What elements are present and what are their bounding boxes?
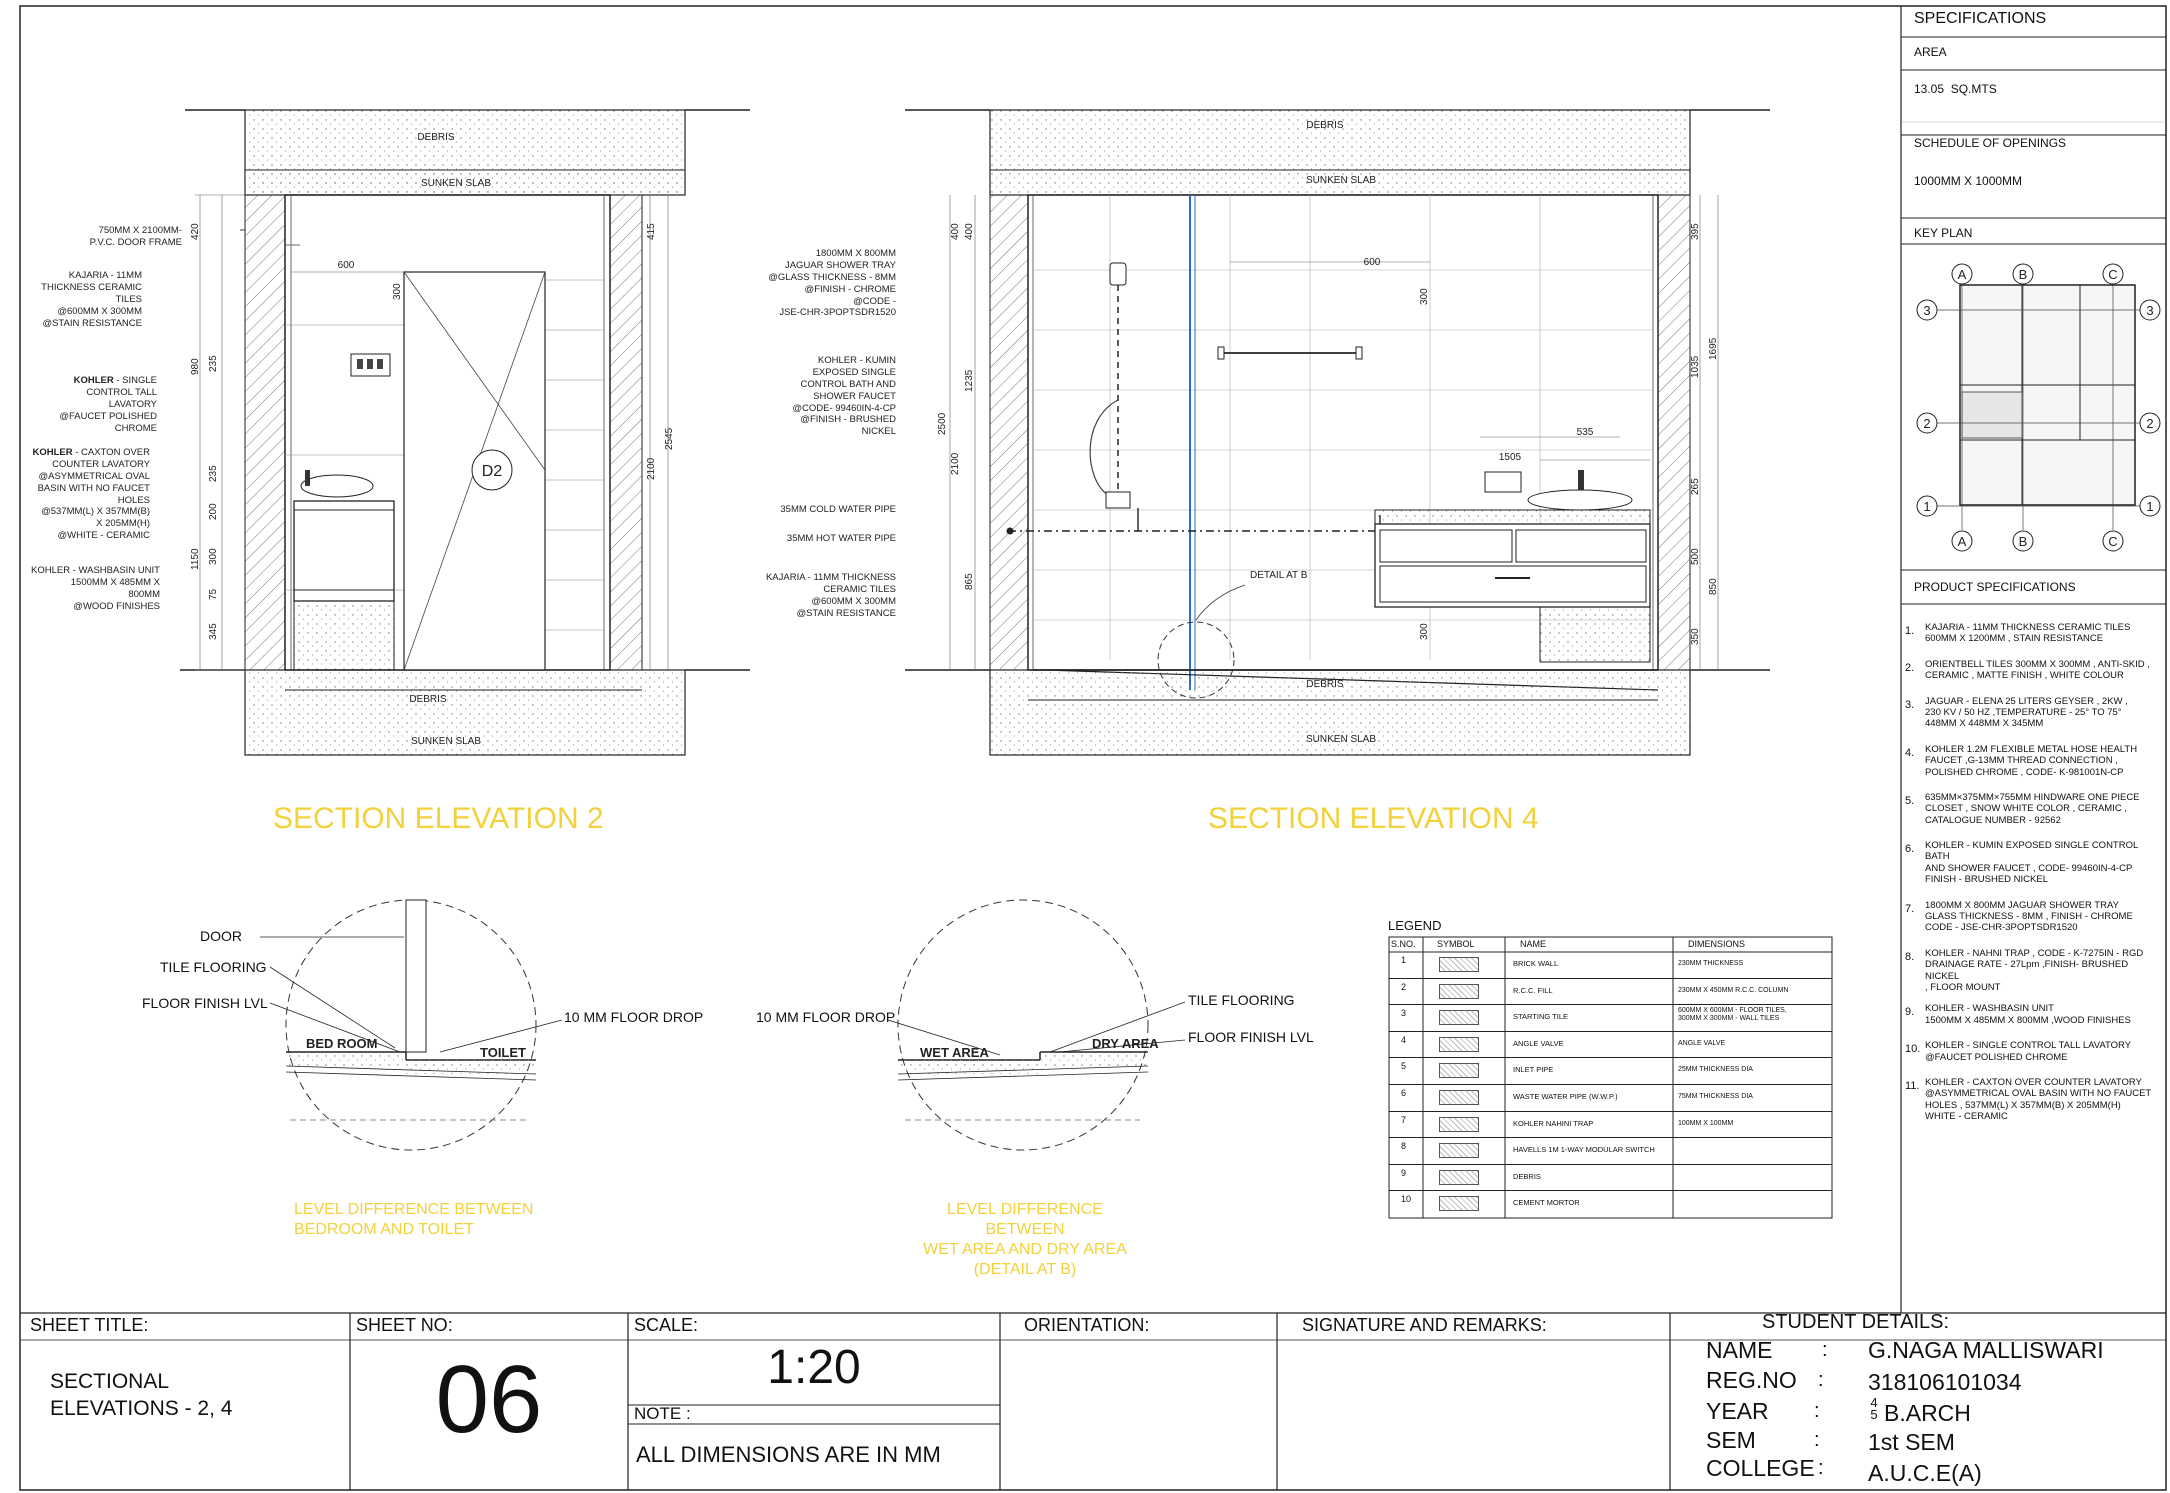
legend-sno: 8 — [1401, 1141, 1407, 1152]
e4-dim-400b: 400 — [964, 223, 975, 240]
product-spec-number: 9. — [1905, 1006, 1915, 1019]
product-spec-item — [1905, 840, 2163, 886]
student-college-key: COLLEGE — [1706, 1455, 1815, 1481]
specs-product-label: PRODUCT SPECIFICATIONS — [1914, 580, 2076, 594]
orientation-label: ORIENTATION: — [1024, 1315, 1150, 1335]
e2-tiles-label: KAJARIA - 11MM THICKNESS CERAMIC TILES @600MM X 300MM @STAIN RESISTANCE — [41, 270, 142, 329]
legend-dim: 25MM THICKNESS DIA — [1678, 1066, 1753, 1074]
signature-label: SIGNATURE AND REMARKS: — [1302, 1315, 1547, 1335]
product-spec-text: KOHLER 1.2M FLEXIBLE METAL HOSE HEALTH FAUCET ,G-13MM THREAD CONNECTION , POLISHED CHROME , CODE- K-981001N-CP — [1925, 743, 2138, 778]
specs-openings-label: SCHEDULE OF OPENINGS — [1914, 136, 2067, 150]
product-spec-text: KAJARIA - 11MM THICKNESS CERAMIC TILES 600MM X 1200MM , STAIN RESISTANCE — [1925, 622, 2131, 645]
e4-cold-pipe-label: 35MM COLD WATER PIPE — [780, 504, 896, 515]
legend-sno: 7 — [1401, 1114, 1407, 1125]
legend-row — [1389, 1191, 1832, 1218]
student-year-value: B.ARCH — [1884, 1400, 1971, 1426]
sheet-title-label: SHEET TITLE: — [30, 1315, 149, 1335]
grid-label-c-top: C — [2108, 267, 2118, 282]
product-spec-item — [1905, 792, 2163, 826]
e4-dim-600: 600 — [1363, 257, 1381, 268]
switch-icon — [1439, 1143, 1479, 1158]
legend-header-sno: S.NO. — [1391, 939, 1416, 949]
grid-label-c-bottom: C — [2108, 534, 2118, 549]
product-spec-item — [1905, 659, 2163, 682]
legend-header-symbol: SYMBOL — [1437, 939, 1475, 949]
legend-row — [1389, 1005, 1832, 1032]
grid-label-b-top: B — [2018, 267, 2028, 282]
e2-debris-top: DEBRIS — [417, 132, 455, 143]
e4-dim-1695: 1695 — [1708, 337, 1719, 360]
year-denominator: 5 — [1870, 1407, 1878, 1423]
product-spec-number: 11. — [1905, 1079, 1920, 1092]
legend-sno: 10 — [1401, 1194, 1412, 1205]
e4-sunken-top: SUNKEN SLAB — [1305, 175, 1377, 186]
legend-name: CEMENT MORTOR — [1513, 1198, 1580, 1208]
legend-row — [1389, 1112, 1832, 1139]
e4-dim-535: 535 — [1576, 427, 1594, 438]
starting-tile-icon — [1439, 1010, 1479, 1025]
e4-dim-395: 395 — [1690, 223, 1701, 240]
e4-dim-865: 865 — [964, 573, 975, 590]
product-spec-list — [1905, 622, 2163, 1137]
e2-basin-text: - CAXTON OVER COUNTER LAVATORY @ASYMMETRICAL OVAL BASIN WITH NO FAUCET HOLES @537MM(L) X 357MM(B) X 205MM(H) @WHITE - CERAMIC — [37, 447, 150, 542]
product-spec-number: 2. — [1905, 661, 1915, 674]
d2-room-right: DRY AREA — [1092, 1036, 1159, 1051]
specs-keyplan-label: KEY PLAN — [1914, 226, 1973, 240]
e2-dim-2100: 2100 — [646, 457, 657, 480]
student-year-key: YEAR — [1706, 1398, 1769, 1424]
product-spec-text: KOHLER - KUMIN EXPOSED SINGLE CONTROL BATH AND SHOWER FAUCET , CODE- 99460IN-4-CP FINISH - BRUSHED NICKEL — [1925, 840, 2138, 886]
waste-pipe-icon — [1439, 1090, 1479, 1105]
product-spec-text: KOHLER - SINGLE CONTROL TALL LAVATORY @FAUCET POLISHED CHROME — [1925, 1040, 2132, 1063]
e2-dim-420: 420 — [190, 223, 201, 240]
e2-basin-label — [20, 447, 150, 542]
e4-dim-265: 265 — [1690, 478, 1701, 495]
student-sem-value: 1st SEM — [1868, 1429, 1955, 1455]
d2-floor-finish-label: FLOOR FINISH LVL — [1188, 1029, 1314, 1045]
legend-dim: 600MM X 600MM - FLOOR TILES, 300MM X 300MM - WALL TILES — [1678, 1007, 1787, 1023]
product-spec-text: KOHLER - NAHNI TRAP , CODE - K-7275IN - RGD DRAINAGE RATE - 27Lpm ,FINISH- BRUSHED NICKEL , FLOOR MOUNT — [1925, 947, 2144, 993]
legend-header-name: NAME — [1520, 939, 1547, 949]
legend-rows — [1389, 952, 1832, 1218]
e2-debris-bottom: DEBRIS — [409, 694, 447, 705]
sheet-title: SECTIONAL ELEVATIONS - 2, 4 — [50, 1370, 233, 1421]
grid-label-b-bottom: B — [2018, 534, 2028, 549]
e2-dim-300: 300 — [392, 283, 403, 300]
e4-dim-400a: 400 — [950, 223, 961, 240]
student-reg-colon: : — [1818, 1369, 1824, 1391]
sheet-no-label: SHEET NO: — [356, 1315, 453, 1335]
product-spec-number: 5. — [1905, 794, 1915, 807]
e2-door-tag: D2 — [481, 463, 503, 480]
product-spec-number: 6. — [1905, 843, 1915, 856]
e2-sunken-bottom: SUNKEN SLAB — [410, 736, 482, 747]
e4-dim-300b: 300 — [1419, 623, 1430, 640]
key-plan — [1901, 37, 2166, 604]
e2-washbasin-label: KOHLER - WASHBASIN UNIT 1500MM X 485MM X 800MM @WOOD FINISHES — [31, 565, 160, 612]
d1-door-label: DOOR — [200, 928, 242, 944]
legend-dim: 75MM THICKNESS DIA — [1678, 1093, 1753, 1100]
legend-sno: 2 — [1401, 981, 1407, 992]
legend-name: STARTING TILE — [1513, 1012, 1569, 1022]
specs-area-value: 13.05 SQ.MTS — [1914, 82, 1997, 96]
product-spec-text: KOHLER - CAXTON OVER COUNTER LAVATORY @ASYMMETRICAL OVAL BASIN WITH NO FAUCET HOLES , 537MM(L) X 357MM(B) X 205MM(H) WHITE - CERAMIC — [1925, 1076, 2152, 1123]
grid-label-1-right: 1 — [2146, 499, 2154, 514]
e2-lavatory-label — [20, 375, 157, 434]
year-numerator: 4 — [1870, 1395, 1878, 1410]
legend-name: KOHLER NAHINI TRAP — [1513, 1118, 1594, 1128]
e2-dim-200: 200 — [208, 503, 219, 520]
product-spec-text: KOHLER - WASHBASIN UNIT 1500MM X 485MM X 800MM ,WOOD FINISHES — [1925, 1003, 2131, 1026]
d1-caption: LEVEL DIFFERENCE BETWEEN BEDROOM AND TOILET — [294, 1201, 534, 1238]
product-spec-item — [1905, 948, 2163, 994]
legend-header-dimensions: DIMENSIONS — [1688, 939, 1746, 949]
specs-openings-value: 1000MM X 1000MM — [1914, 174, 2023, 188]
legend-dim: 230MM THICKNESS — [1678, 960, 1744, 967]
specs-title: SPECIFICATIONS — [1914, 10, 2047, 27]
legend-row — [1389, 1058, 1832, 1085]
grid-label-2-left: 2 — [1923, 416, 1931, 431]
legend-dim: 230MM X 450MM R.C.C. COLUMN — [1678, 986, 1789, 994]
student-college-value: A.U.C.E(A) — [1868, 1460, 1982, 1486]
product-spec-number: 10. — [1905, 1043, 1921, 1056]
product-spec-item — [1905, 744, 2163, 778]
specs-area-label: AREA — [1914, 45, 1947, 59]
e2-dim-980: 980 — [190, 358, 201, 375]
e4-dim-500: 500 — [1690, 548, 1701, 565]
legend-name: WASTE WATER PIPE (W.W.P.) — [1513, 1092, 1618, 1101]
student-reg-value: 318106101034 — [1868, 1369, 2022, 1395]
product-spec-text: 1800MM X 800MM JAGUAR SHOWER TRAY GLASS THICKNESS - 8MM , FINISH - CHROME CODE - JSE-CHR-3POPTSDR1520 — [1925, 899, 2133, 934]
legend-row — [1389, 1165, 1832, 1192]
cement-mortar-icon — [1439, 1196, 1479, 1211]
rcc-hatch-icon — [1439, 984, 1479, 999]
product-spec-item — [1905, 900, 2163, 934]
e2-dim-600: 600 — [337, 260, 355, 271]
e4-tiles-label: KAJARIA - 11MM THICKNESS CERAMIC TILES @600MM X 300MM @STAIN RESISTANCE — [765, 572, 896, 619]
product-spec-item — [1905, 1077, 2163, 1123]
grid-label-a-top: A — [1957, 267, 1967, 282]
legend-name: INLET PIPE — [1513, 1065, 1554, 1075]
d2-caption: LEVEL DIFFERENCE BETWEEN WET AREA AND DRY AREA (DETAIL AT B) — [923, 1201, 1127, 1278]
legend-sno: 5 — [1401, 1061, 1407, 1072]
product-spec-item — [1905, 696, 2163, 730]
legend-name: ANGLE VALVE — [1513, 1038, 1564, 1048]
product-spec-number: 8. — [1905, 950, 1915, 963]
e2-dim-235b: 235 — [208, 465, 219, 482]
e2-lavatory-text: - SINGLE CONTROL TALL LAVATORY @FAUCET POLISHED CHROME — [59, 375, 157, 434]
title-block-lines — [20, 1313, 2166, 1490]
detail-wet-dry-area — [888, 900, 1185, 1150]
e2-dim-75: 75 — [208, 588, 219, 600]
grid-label-a-bottom: A — [1957, 534, 1967, 549]
product-spec-number: 7. — [1905, 902, 1915, 915]
e2-basin-brand: KOHLER — [32, 447, 73, 458]
student-details-label: STUDENT DETAILS: — [1762, 1311, 1950, 1333]
d2-drop-label: 10 MM FLOOR DROP — [756, 1009, 896, 1025]
grid-label-3-left: 3 — [1923, 303, 1931, 318]
legend-row — [1389, 952, 1832, 979]
legend-row — [1389, 1032, 1832, 1059]
e4-sunken-bottom: SUNKEN SLAB — [1305, 734, 1377, 745]
grid-label-3-right: 3 — [2146, 303, 2154, 318]
scale-value: 1:20 — [767, 1341, 861, 1394]
e4-debris-bottom: DEBRIS — [1306, 679, 1344, 690]
student-reg-key: REG.NO — [1706, 1367, 1797, 1393]
grid-label-1-left: 1 — [1923, 499, 1931, 514]
legend-dim: 100MM X 100MM — [1678, 1119, 1734, 1127]
e4-detail-ref: DETAIL AT B — [1250, 570, 1308, 581]
legend-name: R.C.C. FILL — [1513, 985, 1553, 995]
student-sem-key: SEM — [1706, 1427, 1756, 1453]
elevation-4-title: SECTION ELEVATION 4 — [1208, 802, 1539, 835]
product-spec-number: 3. — [1905, 698, 1915, 711]
e4-faucet-label: KOHLER - KUMIN EXPOSED SINGLE CONTROL BATH AND SHOWER FAUCET @CODE- 99460IN-4-CP @FINISH - BRUSHED NICKEL — [792, 355, 896, 438]
student-name-key: NAME — [1706, 1337, 1773, 1363]
product-spec-text: ORIENTBELL TILES 300MM X 300MM , ANTI-SKID , CERAMIC , MATTE FINISH , WHITE COLOUR — [1925, 658, 2150, 682]
legend-name: HAVELLS 1M 1-WAY MODULAR SWITCH — [1513, 1145, 1655, 1155]
legend-sno: 1 — [1401, 955, 1407, 965]
e4-dim-300: 300 — [1419, 288, 1430, 305]
student-name-value: G.NAGA MALLISWARI — [1868, 1337, 2104, 1363]
d2-tile-label: TILE FLOORING — [1188, 992, 1295, 1008]
student-sem-colon: : — [1814, 1429, 1820, 1451]
e2-dim-300b: 300 — [208, 548, 219, 565]
section-elevation-4 — [905, 110, 1770, 755]
product-spec-number: 4. — [1905, 746, 1915, 759]
legend-sno: 3 — [1401, 1008, 1407, 1019]
legend-row — [1389, 1085, 1832, 1112]
legend-title: LEGEND — [1388, 918, 1442, 933]
e4-dim-1035: 1035 — [1690, 355, 1701, 378]
legend-name: DEBRIS — [1513, 1171, 1541, 1181]
e4-dim-1505: 1505 — [1498, 452, 1522, 463]
e2-dim-235a: 235 — [208, 355, 219, 372]
e2-dim-345: 345 — [208, 623, 219, 640]
angle-valve-icon — [1439, 1037, 1479, 1052]
inlet-pipe-icon — [1439, 1063, 1479, 1078]
nahini-trap-icon — [1439, 1117, 1479, 1132]
e4-debris-top: DEBRIS — [1306, 120, 1344, 131]
e4-hot-pipe-label: 35MM HOT WATER PIPE — [786, 533, 896, 544]
e4-dim-2500: 2500 — [937, 412, 948, 435]
legend-row — [1389, 979, 1832, 1006]
d1-room-right: TOILET — [480, 1045, 526, 1060]
legend-sno: 6 — [1401, 1088, 1407, 1098]
elevation-2-title: SECTION ELEVATION 2 — [273, 802, 604, 835]
e2-lavatory-brand: KOHLER — [73, 375, 114, 386]
legend-sno: 4 — [1401, 1034, 1407, 1045]
e4-dim-350: 350 — [1690, 628, 1701, 645]
product-spec-item — [1905, 1040, 2163, 1063]
debris-icon — [1439, 1170, 1479, 1185]
student-college-colon: : — [1818, 1457, 1824, 1479]
d2-room-left: WET AREA — [920, 1045, 989, 1060]
e4-shower-tray-label: 1800MM X 800MM JAGUAR SHOWER TRAY @GLASS THICKNESS - 8MM @FINISH - CHROME @CODE - JSE-CHR-3POPTSDR1520 — [768, 248, 896, 319]
d1-room-left: BED ROOM — [306, 1036, 378, 1051]
e2-sunken-top: SUNKEN SLAB — [420, 178, 492, 189]
note-label: NOTE : — [634, 1404, 691, 1423]
student-year-fraction — [1868, 1397, 1880, 1422]
product-spec-text: JAGUAR - ELENA 25 LITERS GEYSER , 2KW , 230 KV / 50 HZ ,TEMPERATURE - 25° TO 75° 448MM X 448MM X 345MM — [1925, 695, 2128, 730]
student-name-colon: : — [1822, 1339, 1828, 1361]
e2-dim-415: 415 — [646, 223, 657, 240]
e4-dim-850: 850 — [1708, 578, 1719, 595]
brick-hatch-icon — [1439, 957, 1479, 972]
student-year-colon: : — [1814, 1400, 1820, 1422]
e2-dim-2545: 2545 — [664, 427, 675, 450]
legend-row — [1389, 1138, 1832, 1165]
d1-drop-label: 10 MM FLOOR DROP — [564, 1009, 704, 1025]
e2-dim-1150: 1150 — [190, 548, 201, 570]
legend-sno: 9 — [1401, 1167, 1407, 1178]
legend-dim: ANGLE VALVE — [1678, 1039, 1726, 1047]
product-spec-item — [1905, 1003, 2163, 1026]
note-value: ALL DIMENSIONS ARE IN MM — [636, 1442, 941, 1467]
d1-floor-finish-label: FLOOR FINISH LVL — [142, 995, 268, 1011]
grid-label-2-right: 2 — [2146, 416, 2154, 431]
d1-tile-label: TILE FLOORING — [160, 959, 267, 975]
product-spec-item — [1905, 622, 2163, 645]
scale-label: SCALE: — [634, 1315, 699, 1335]
sheet-no: 06 — [435, 1346, 543, 1453]
product-spec-text: 635MM×375MM×755MM HINDWARE ONE PIECE CLOSET , SNOW WHITE COLOR , CERAMIC , CATALOGUE NUMBER - 92562 — [1925, 791, 2140, 826]
product-spec-number: 1. — [1905, 625, 1915, 637]
detail-bedroom-toilet — [260, 900, 562, 1150]
legend-name: BRICK WALL — [1513, 959, 1559, 968]
e2-door-frame-label: 750MM X 2100MM- P.V.C. DOOR FRAME — [89, 225, 182, 248]
e4-dim-1235: 1235 — [964, 369, 975, 392]
e4-dim-2100: 2100 — [950, 452, 961, 475]
